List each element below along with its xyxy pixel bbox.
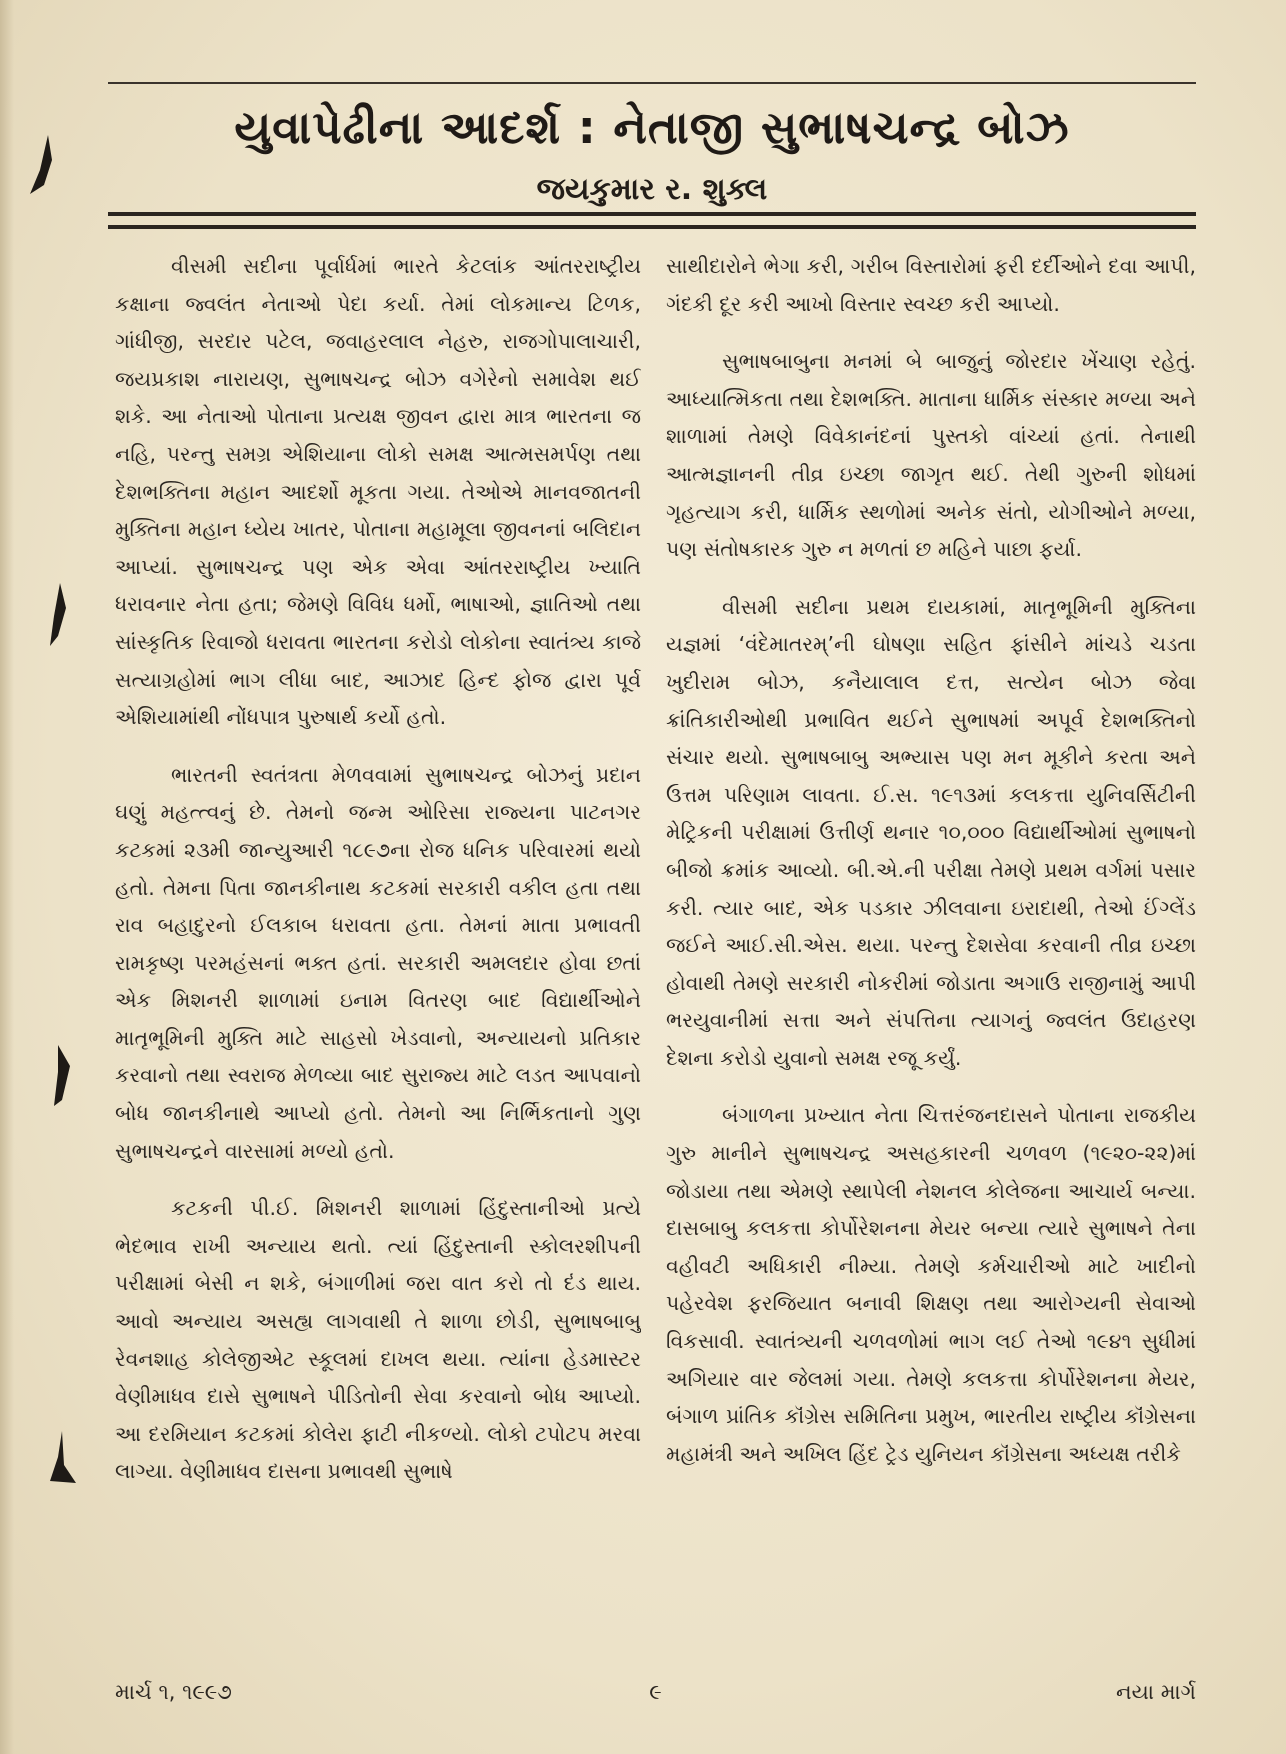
magazine-name: નયા માર્ગ — [1116, 1680, 1196, 1704]
paragraph: વીસમી સદીના પૂર્વાર્ધમાં ભારતે કેટલાંક આંતરરાષ્ટ્રીય કક્ષાના જ્વલંત નેતાઓ પેદા કર્યા. તેમાં લોકમાન્ય ટિળક, ગાંધીજી, સરદાર પટેલ, જવાહરલાલ નેહરુ, રાજગોપાલાચારી, જયપ્રકાશ નારાયણ, સુભાષચન્દ્ર બોઝ વગેરેનો સમાવેશ થઈ શકે. આ નેતાઓ પોતાના પ્રત્યક્ષ જીવન દ્વારા માત્ર ભારતના જ નહિ, પરન્તુ સમગ્ર એશિયાના લોકો સમક્ષ આત્મસમર્પણ તથા દેશભક્તિના મહાન આદર્શો મૂકતા ગયા. તેઓએ માનવજાતની મુક્તિના મહાન ધ્યેય ખાતર, પોતાના મહામૂલા જીવનનાં બલિદાન આપ્યાં. સુભાષચન્દ્ર પણ એક એવા આંતરરાષ્ટ્રીય ખ્યાતિ ધરાવનાર નેતા હતા; જેમણે વિવિધ ધર્મો, ભાષાઓ, જ્ઞાતિઓ તથા સાંસ્કૃતિક રિવાજો ધરાવતા ભારતના કરોડો લોકોના સ્વાતંત્ર્ય કાજે સત્યાગ્રહોમાં ભાગ લીધા બાદ, આઝાદ હિન્દ ફોજ દ્વારા પૂર્વ એશિયામાંથી નોંધપાત્ર પુરુષાર્થ કર્યો હતો. — [115, 254, 641, 730]
left-column — [115, 248, 641, 1642]
page-tear-mark — [0, 1425, 80, 1495]
title-rule-lower — [108, 225, 1196, 229]
article-title: યુવાપેઢીના આદર્શ : નેતાજી સુભાષચન્દ્ર બોઝ — [234, 101, 1070, 154]
page-footer — [115, 1674, 1196, 1710]
paragraph: ભારતની સ્વતંત્રતા મેળવવામાં સુભાષચન્દ્ર બોઝનું પ્રદાન ઘણું મહત્ત્વનું છે. તેમનો જન્મ ઓરિસા રાજ્યના પાટનગર કટકમાં ૨૩મી જાન્યુઆરી ૧૮૯૭ના રોજ ધનિક પરિવારમાં થયો હતો. તેમના પિતા જાનકીનાથ કટકમાં સરકારી વકીલ હતા તથા રાવ બહાદુરનો ઈલકાબ ધરાવતા હતા. તેમનાં માતા પ્રભાવતી રામકૃષ્ણ પરમહંસનાં ભક્ત હતાં. સરકારી અમલદાર હોવા છતાં એક મિશનરી શાળામાં ઇનામ વિતરણ બાદ વિદ્યાર્થીઓને માતૃભૂમિની મુક્તિ માટે સાહસો ખેડવાનો, અન્યાયનો પ્રતિકાર કરવાનો તથા સ્વરાજ મેળવ્યા બાદ સુરાજ્ય માટે લડત આપવાનો બોધ જાનકીનાથે આપ્યો હતો. તેમનો આ નિર્ભિકતાનો ગુણ સુભાષચન્દ્રને વારસામાં મળ્યો હતો. — [115, 762, 641, 1163]
right-column — [666, 248, 1196, 1642]
paragraph: વીસમી સદીના પ્રથમ દાયકામાં, માતૃભૂમિની મુક્તિના યજ્ઞમાં ‘વંદેમાતરમ્’ની ઘોષણા સહિત ફાંસીને માંચડે ચડતા ખુદીરામ બોઝ, કનૈયાલાલ દત્ત, સત્યેન બોઝ જેવા ક્રાંતિકારીઓથી પ્રભાવિત થઈને સુભાષમાં અપૂર્વ દેશભક્તિનો સંચાર થયો. સુભાષબાબુ અભ્યાસ પણ મન મૂકીને કરતા અને ઉત્તમ પરિણામ લાવતા. ઈ.સ. ૧૯૧૩માં કલકત્તા યુનિવર્સિટીની મેટ્રિકની પરીક્ષામાં ઉત્તીર્ણ થનાર ૧૦,૦૦૦ વિદ્યાર્થીઓમાં સુભાષનો બીજો ક્રમાંક આવ્યો. બી.એ.ની પરીક્ષા તેમણે પ્રથમ વર્ગમાં પસાર કરી. ત્યાર બાદ, એક પડકાર ઝીલવાના ઇરાદાથી, તેઓ ઈંગ્લેંડ જઈને આઈ.સી.એસ. થયા. પરન્તુ દેશસેવા કરવાની તીવ્ર ઇચ્છા હોવાથી તેમણે સરકારી નોકરીમાં જોડાતા અગાઉ રાજીનામું આપી ભરયુવાનીમાં સત્તા અને સંપત્તિના ત્યાગનું જ્વલંત ઉદાહરણ દેશના કરોડો યુવાનો સમક્ષ રજૂ કર્યું. — [666, 594, 1196, 1070]
top-rule — [108, 82, 1196, 84]
article-author: જયકુમાર ર. શુક્લ — [536, 172, 768, 207]
page-tear-mark — [0, 580, 80, 650]
page-tear-mark — [0, 130, 80, 200]
paragraph-continuation: સાથીદારોને ભેગા કરી, ગરીબ વિસ્તારોમાં ફરી દર્દીઓને દવા આપી, ગંદકી દૂર કરી આખો વિસ્તાર સ્વચ્છ કરી આપ્યો. — [666, 254, 1196, 316]
page-tear-mark — [0, 1040, 80, 1110]
page-number: ૯ — [649, 1680, 662, 1704]
paragraph: કટકની પી.ઈ. મિશનરી શાળામાં હિંદુસ્તાનીઓ પ્રત્યે ભેદભાવ રાખી અન્યાય થતો. ત્યાં હિંદુસ્તાની સ્કોલરશીપની પરીક્ષામાં બેસી ન શકે, બંગાળીમાં જરા વાત કરો તો દંડ થાય. આવો અન્યાય અસહ્ય લાગવાથી તે શાળા છોડી, સુભાષબાબુ રેવનશાહ કોલેજીએટ સ્કૂલમાં દાખલ થયા. ત્યાંના હેડમાસ્ટર વેણીમાધવ દાસે સુભાષને પીડિતોની સેવા કરવાનો બોધ આપ્યો. આ દરમિયાન કટકમાં કોલેરા ફાટી નીકળ્યો. લોકો ટપોટપ મરવા લાગ્યા. વેણીમાધવ દાસના પ્રભાવથી સુભાષે — [115, 1196, 641, 1484]
paragraph: બંગાળના પ્રખ્યાત નેતા ચિત્તરંજનદાસને પોતાના રાજકીય ગુરુ માનીને સુભાષચન્દ્ર અસહકારની ચળવળ (૧૯૨૦-૨૨)માં જોડાયા તથા એમણે સ્થાપેલી નેશનલ કોલેજના આચાર્ય બન્યા. દાસબાબુ કલકત્તા કોર્પોરેશનના મેયર બન્યા ત્યારે સુભાષને તેના વહીવટી અધિકારી નીમ્યા. તેમણે કર્મચારીઓ માટે ખાદીનો પહેરવેશ ફરજિયાત બનાવી શિક્ષણ તથા આરોગ્યની સેવાઓ વિકસાવી. સ્વાતંત્ર્યની ચળવળોમાં ભાગ લઈ તેઓ ૧૯૪૧ સુધીમાં અગિયાર વાર જેલમાં ગયા. તેમણે કલકત્તા કોર્પોરેશનના મેયર, બંગાળ પ્રાંતિક કૉંગ્રેસ સમિતિના પ્રમુખ, ભારતીય રાષ્ટ્રીય કૉંગ્રેસના મહામંત્રી અને અખિલ હિંદ ટ્રેડ યુનિયન કૉંગ્રેસના અધ્યક્ષ તરીકે — [666, 1103, 1196, 1466]
issue-date: માર્ચ ૧, ૧૯૯૭ — [115, 1680, 232, 1704]
title-rule-upper — [108, 212, 1196, 216]
paragraph: સુભાષબાબુના મનમાં બે બાજુનું જોરદાર ખેંચાણ રહેતું. આધ્યાત્મિકતા તથા દેશભક્તિ. માતાના ધાર્મિક સંસ્કાર મળ્યા અને શાળામાં તેમણે વિવેકાનંદનાં પુસ્તકો વાંચ્યાં હતાં. તેનાથી આત્મજ્ઞાનની તીવ્ર ઇચ્છા જાગૃત થઈ. તેથી ગુરુની શોધમાં ગૃહત્યાગ કરી, ધાર્મિક સ્થળોમાં અનેક સંતો, યોગીઓને મળ્યા, પણ સંતોષકારક ગુરુ ન મળતાં છ મહિને પાછા ફર્યા. — [666, 349, 1196, 562]
